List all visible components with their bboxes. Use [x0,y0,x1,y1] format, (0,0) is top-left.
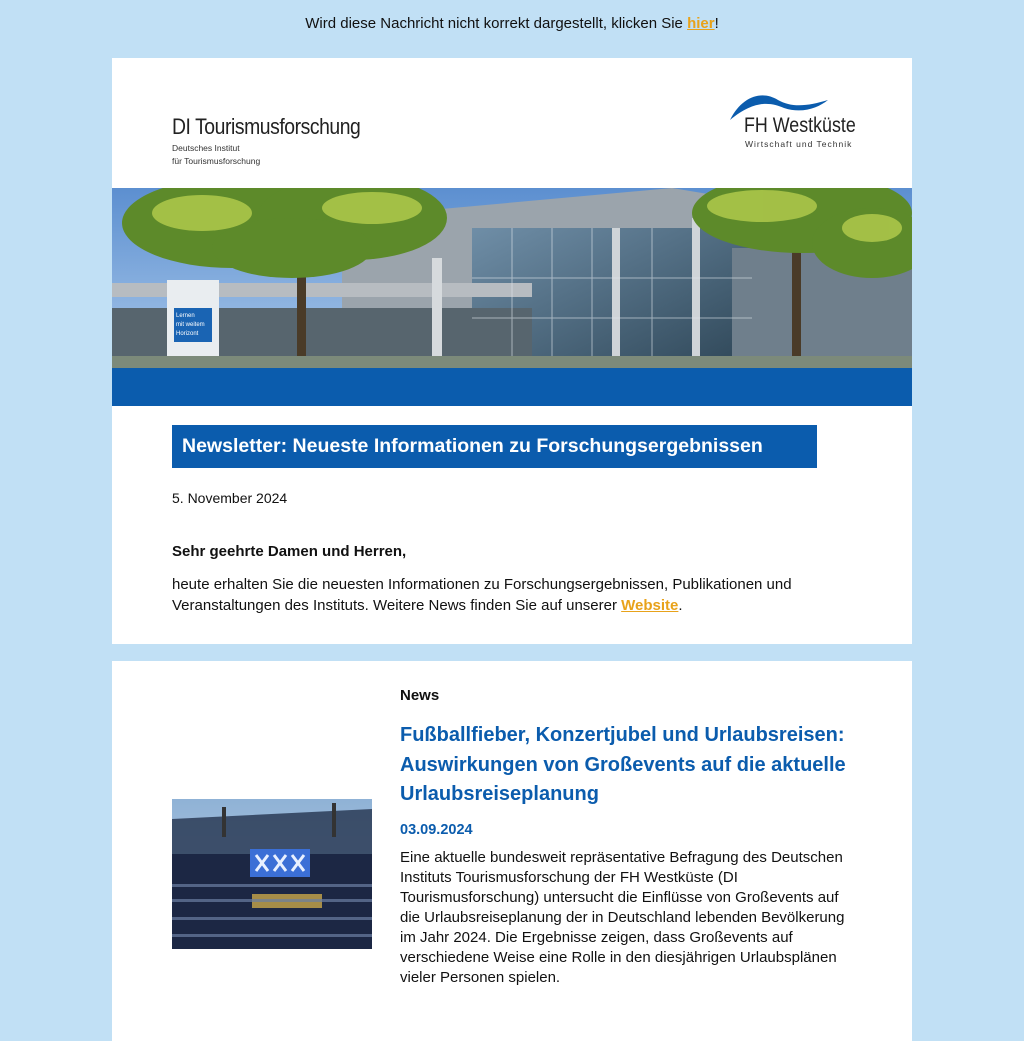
news-date: 03.09.2024 [400,821,473,838]
intro-suffix: . [678,597,683,614]
campus-building-photo [112,188,912,368]
preheader [0,0,1024,46]
hero-blue-band [112,368,912,406]
website-link[interactable]: Website [621,597,679,614]
news-teaser: Eine aktuelle bundesweit repräsentative Befragung des Deutschen Instituts Tourismusforschung der FH Westküste (DI Tourismusforschung) untersucht die Einflüsse von Großevents auf die Urlaubsreiseplanung der in Deutschland lebenden Bevölkerung im Jahr 2024. Die Ergebnisse zeigen, dass Großevents auf verschiedene Weise eine Rolle in den diesjährigen Urlaubsplänen vieler Personen spielen. [400,848,845,986]
di-logo-sub1: Deutsches Institut [172,143,240,153]
greeting: Sehr geehrte Damen und Herren, [172,543,407,560]
intro-paragraph [172,574,812,616]
news-section-label: News [400,687,440,704]
fh-westkueste-logo[interactable] [728,92,856,152]
news-card [112,661,912,1041]
news-title-link[interactable]: Fußballfieber, Konzertjubel und Urlaubsreisen: Auswirkungen von Großevents auf die aktuelle Urlaubsreiseplanung [400,724,846,805]
di-logo-sub2: für Tourismusforschung [172,156,261,166]
sign-line-1: Lernen [176,313,195,319]
sign-line-2: mit weitem [176,322,205,328]
fh-logo-sub: Wirtschaft und Technik [745,139,853,149]
sign-line-3: Horizont [176,331,199,337]
hero-image [112,188,912,406]
preheader-suffix: ! [714,15,719,32]
di-logo-name: DI Tourismusforschung [172,114,361,139]
preheader-text: Wird diese Nachricht nicht korrekt dargestellt, klicken Sie [305,15,688,32]
newsletter-header-card [112,58,912,644]
newsletter-headline: Newsletter: Neueste Informationen zu Forschungsergebnissen [172,425,817,468]
intro-text: heute erhalten Sie die neuesten Informationen zu Forschungsergebnissen, Publikationen und Veranstaltungen des Instituts. Weitere News finden Sie auf unserer [172,576,792,614]
stadium-image [172,799,372,949]
di-tourismusforschung-logo[interactable] [172,114,386,166]
fh-logo-name: FH Westküste [744,114,856,137]
view-online-link[interactable]: hier [687,15,715,32]
newsletter-date: 5. November 2024 [172,490,288,506]
concert-stadium-photo[interactable] [172,799,372,949]
news-article [400,687,860,988]
